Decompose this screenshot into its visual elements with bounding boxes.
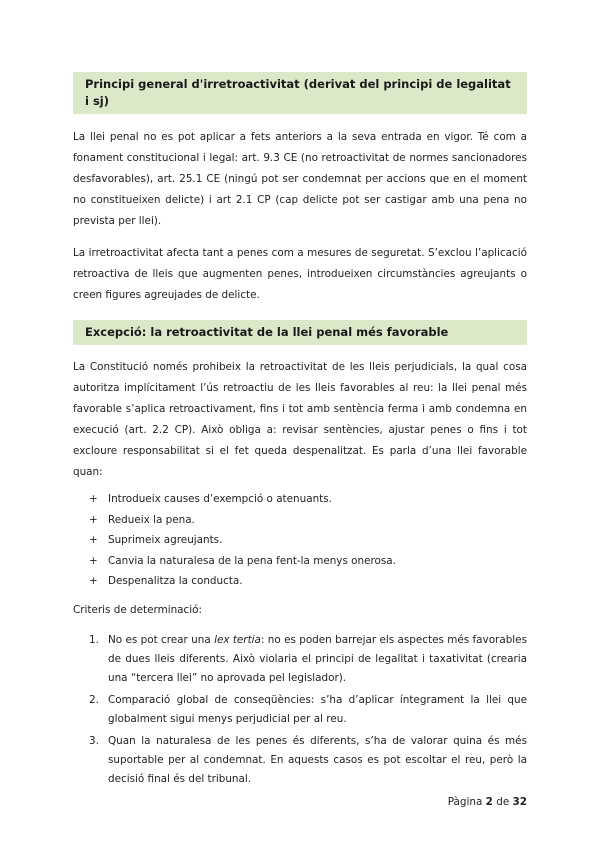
plus-bullet-icon: +: [89, 493, 98, 505]
list-item: 3. Quan la naturalesa de les penes és diferents, s’ha de valorar quina és més suportable per al condemnat. En aquests casos es pot escoltar el reu, però la decisió final és del tribunal.: [89, 732, 527, 789]
section-heading-exception: Excepció: la retroactivitat de la llei penal més favorable: [73, 320, 527, 345]
list-item: + Suprimeix agreujants.: [89, 530, 527, 551]
plus-bullet-icon: +: [89, 554, 98, 567]
list-number: 2.: [89, 693, 99, 706]
plus-bullet-icon: +: [89, 513, 98, 526]
list-item: + Despenalitza la conducta.: [89, 571, 527, 592]
total-pages-number: 32: [512, 796, 527, 808]
list-number: 3.: [89, 734, 99, 747]
plus-bullet-icon: +: [89, 534, 98, 546]
page-footer: [448, 796, 527, 808]
criteria-list: [73, 631, 527, 789]
list-item: + Canvia la naturalesa de la pena fent-la menys onerosa.: [89, 551, 527, 572]
paragraph: La Constitució només prohibeix la retroactivitat de les lleis perjudicials, la qual cosa autoritza implícitament l’ús retroactiu de les lleis favorables al reu: la llei penal més favorable s’aplica retroactivament, fins i tot amb sentència ferma i amb condemna en execució (art. 2.2 CP). Això obliga a: revisar sentències, ajustar penes o fins i tot excloure responsabilitat si el fet queda despenalitzat. Es parla d’una llei favorable quan:: [73, 361, 527, 478]
list-item: 2. Comparació global de conseqüències: s’ha d’aplicar íntegrament la llei que globalment sigui menys perjudicial per al reu.: [89, 691, 527, 729]
plus-bullet-icon: +: [89, 575, 98, 587]
list-item: + Redueix la pena.: [89, 510, 527, 531]
lex-tertia-term: lex tertia: [214, 633, 261, 646]
criteria-label: Criteris de determinació:: [73, 603, 203, 616]
page-label: Pàgina: [447, 796, 483, 808]
current-page-number: 2: [485, 796, 493, 808]
document-page: [73, 72, 527, 792]
page-of-label: de: [496, 796, 510, 808]
list-item: + Introdueix causes d’exempció o atenuants.: [89, 489, 527, 510]
section-heading-irretroactivity: Principi general d'irretroactivitat (derivat del principi de legalitat i sj): [73, 72, 527, 114]
paragraph: La irretroactivitat afecta tant a penes com a mesures de seguretat. S’exclou l’aplicació retroactiva de lleis que augmenten penes, introdueixen circumstàncies agreujants o creen figures agreujades de delicte.: [73, 247, 527, 301]
paragraph: La llei penal no es pot aplicar a fets anteriors a la seva entrada en vigor. Té com a fonament constitucional i legal: art. 9.3 CE (no retroactivitat de normes sancionadores desfavorables), art. 25.1 CE (ningú pot ser condemnat per accions que en el moment no constitueixen delicte) i art 2.1 CP (cap delicte pot ser castigar amb una pena no prevista per llei).: [73, 131, 527, 227]
favorable-law-list: [73, 489, 527, 592]
list-item: 1. No es pot crear una lex tertia: no es poden barrejar els aspectes més favorables de dues lleis diferents. Això violaria el principi de legalitat i taxativitat (crearia una “tercera llei” no aprovada pel legislador).: [89, 631, 527, 688]
list-number: 1.: [89, 633, 99, 646]
